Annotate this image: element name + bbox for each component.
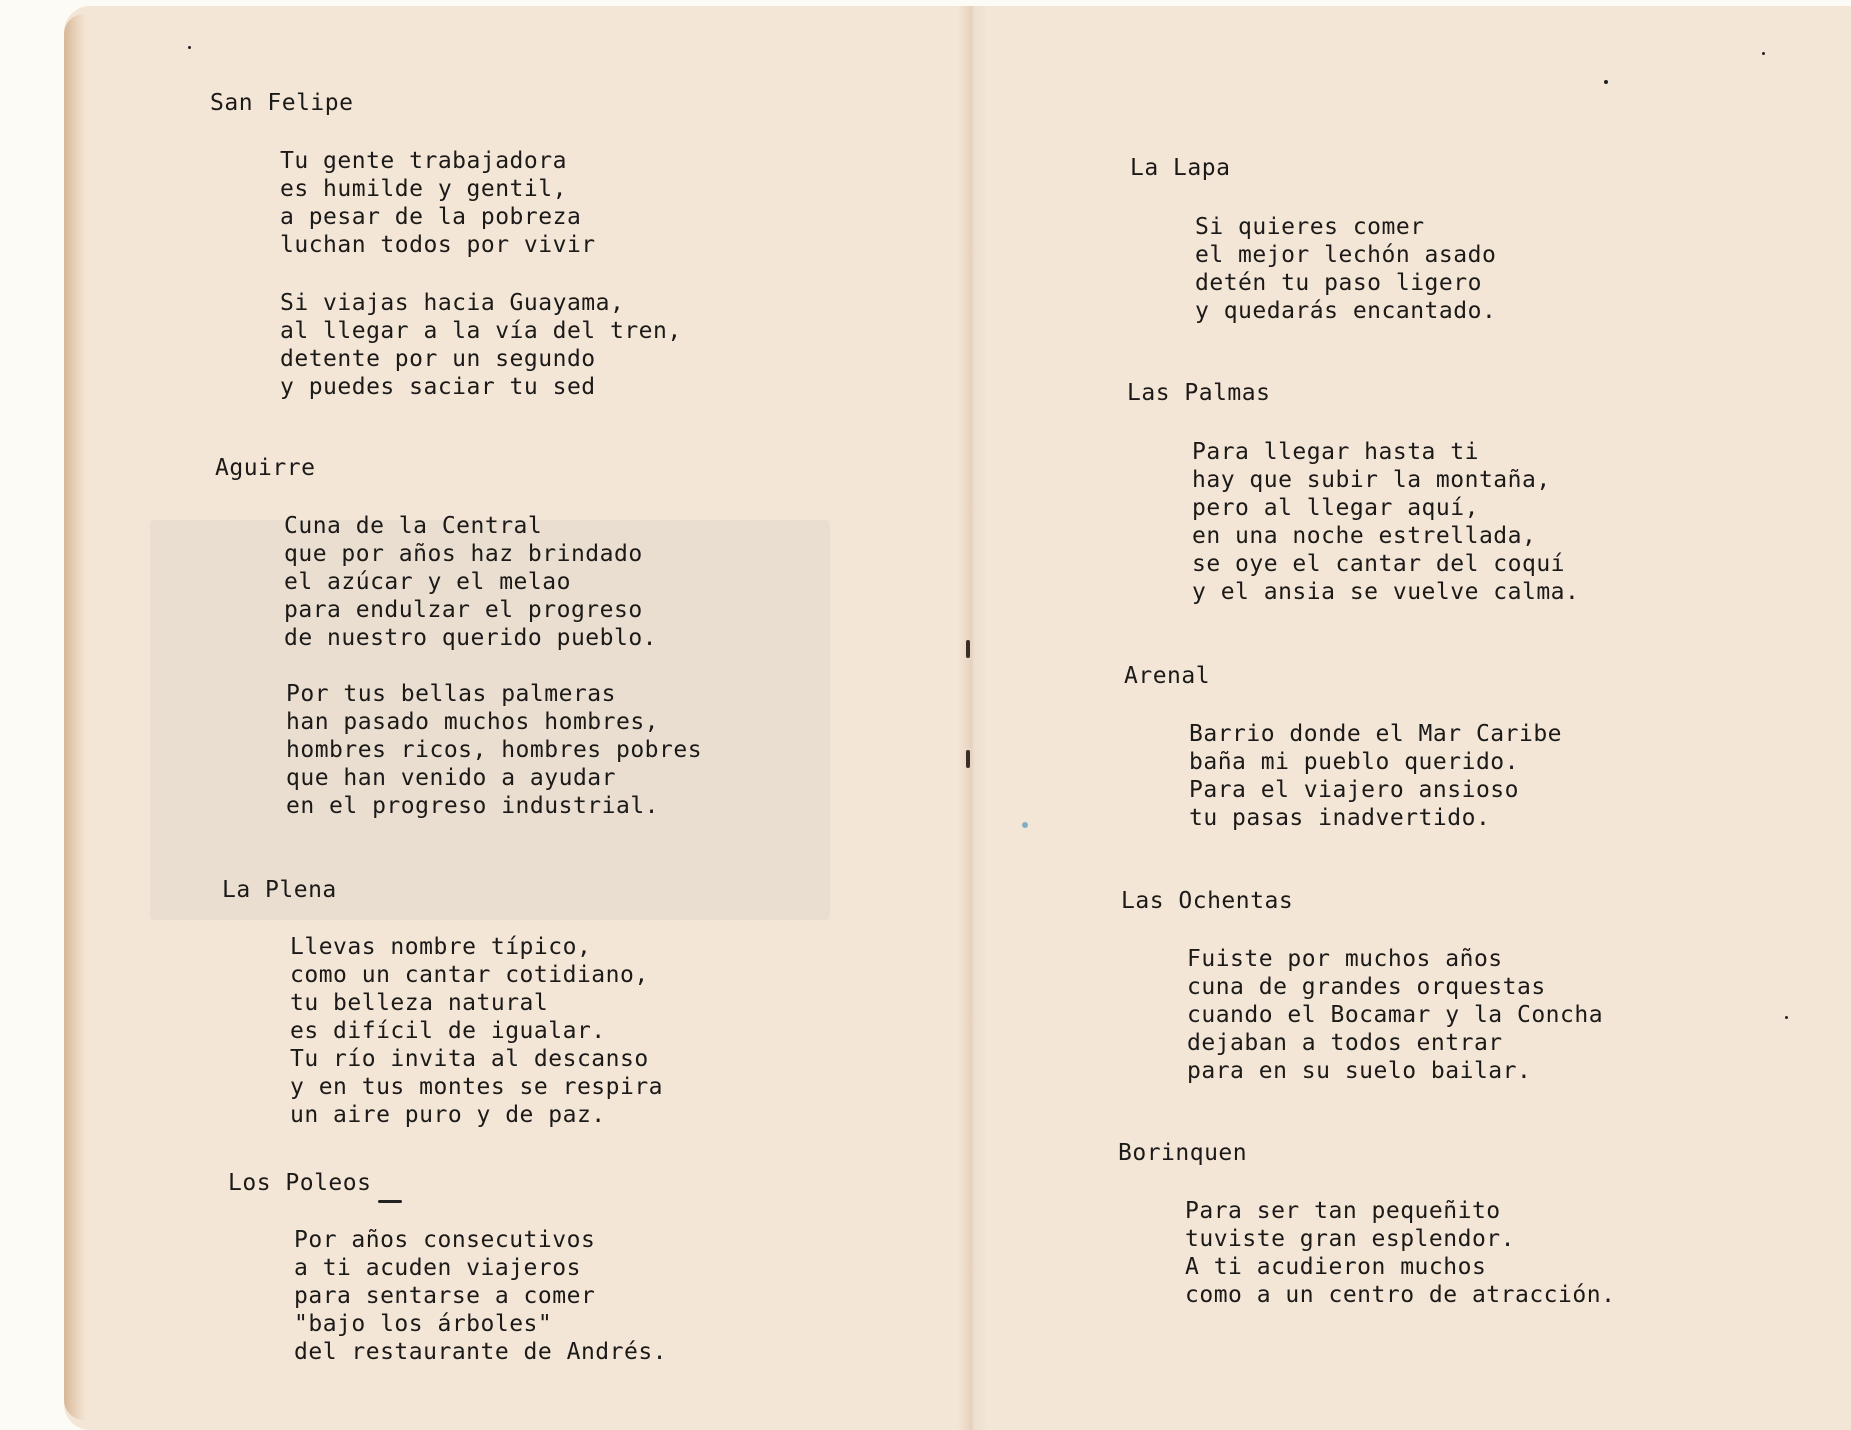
verse-line: para sentarse a comer bbox=[294, 1283, 596, 1309]
verse-line: y quedarás encantado. bbox=[1195, 298, 1497, 324]
section-title-borinquen: Borinquen bbox=[1118, 1140, 1248, 1166]
verse-line: dejaban a todos entrar bbox=[1187, 1030, 1503, 1056]
verse-line: Si viajas hacia Guayama, bbox=[280, 290, 625, 316]
verse-line: Si quieres comer bbox=[1195, 214, 1425, 240]
binding-staple bbox=[966, 750, 970, 768]
verse-line: que han venido a ayudar bbox=[286, 765, 616, 791]
verse-line: para en su suelo bailar. bbox=[1187, 1058, 1532, 1084]
section-title-los-poleos: Los Poleos bbox=[228, 1170, 372, 1196]
section-title-san-felipe: San Felipe bbox=[210, 90, 354, 116]
verse-line: y en tus montes se respira bbox=[290, 1074, 664, 1100]
section-title-las-palmas: Las Palmas bbox=[1127, 380, 1271, 406]
paper-speck bbox=[1785, 1016, 1788, 1019]
verse-line: y el ansia se vuelve calma. bbox=[1192, 579, 1580, 605]
section-title-la-lapa: La Lapa bbox=[1130, 155, 1231, 181]
verse-line: Llevas nombre típico, bbox=[290, 934, 592, 960]
stanza bbox=[284, 512, 657, 652]
section-title-las-ochentas: Las Ochentas bbox=[1121, 888, 1294, 914]
binding-staple bbox=[966, 640, 970, 658]
stanza bbox=[280, 289, 682, 401]
section-title-arenal: Arenal bbox=[1124, 663, 1211, 689]
verse-line: al llegar a la vía del tren, bbox=[280, 318, 682, 344]
verse-line: Para llegar hasta ti bbox=[1192, 439, 1479, 465]
verse-line: baña mi pueblo querido. bbox=[1189, 749, 1519, 775]
verse-line: como un cantar cotidiano, bbox=[290, 962, 649, 988]
verse-line: hombres ricos, hombres pobres bbox=[286, 737, 703, 763]
verse-line: han pasado muchos hombres, bbox=[286, 709, 660, 735]
verse-line: cuando el Bocamar y la Concha bbox=[1187, 1002, 1604, 1028]
verse-line: Para el viajero ansioso bbox=[1189, 777, 1519, 803]
stanza bbox=[286, 680, 702, 820]
verse-line: es difícil de igualar. bbox=[290, 1018, 606, 1044]
verse-line: para endulzar el progreso bbox=[284, 597, 643, 623]
paper-speck bbox=[1604, 80, 1608, 84]
verse-line: se oye el cantar del coquí bbox=[1192, 551, 1566, 577]
verse-line: y puedes saciar tu sed bbox=[280, 374, 596, 400]
verse-line: Tu río invita al descanso bbox=[290, 1046, 649, 1072]
stanza bbox=[1187, 945, 1603, 1085]
verse-line: en una noche estrellada, bbox=[1192, 523, 1537, 549]
verse-line: tu pasas inadvertido. bbox=[1189, 805, 1491, 831]
paper-speck bbox=[1762, 52, 1765, 55]
verse-line: luchan todos por vivir bbox=[280, 232, 596, 258]
stanza bbox=[290, 933, 663, 1129]
verse-line: detente por un segundo bbox=[280, 346, 596, 372]
verse-line: tu belleza natural bbox=[290, 990, 549, 1016]
verse-line: "bajo los árboles" bbox=[294, 1311, 553, 1337]
paper-speck bbox=[188, 46, 191, 49]
verse-line: como a un centro de atracción. bbox=[1185, 1282, 1616, 1308]
verse-line: Por tus bellas palmeras bbox=[286, 681, 616, 707]
stanza bbox=[1195, 213, 1496, 325]
stanza bbox=[294, 1226, 667, 1366]
stanza bbox=[1192, 438, 1579, 606]
verse-line: hay que subir la montaña, bbox=[1192, 467, 1551, 493]
verse-line: del restaurante de Andrés. bbox=[294, 1339, 668, 1365]
verse-line: pero al llegar aquí, bbox=[1192, 495, 1479, 521]
verse-line: un aire puro y de paz. bbox=[290, 1102, 606, 1128]
verse-line: Fuiste por muchos años bbox=[1187, 946, 1503, 972]
verse-line: en el progreso industrial. bbox=[286, 793, 660, 819]
section-title-la-plena: La Plena bbox=[222, 877, 337, 903]
section-title-aguirre: Aguirre bbox=[215, 455, 316, 481]
stanza bbox=[1189, 720, 1562, 832]
verse-line: a ti acuden viajeros bbox=[294, 1255, 581, 1281]
verse-line: Barrio donde el Mar Caribe bbox=[1189, 721, 1563, 747]
verse-line: Cuna de la Central bbox=[284, 513, 543, 539]
verse-line: tuviste gran esplendor. bbox=[1185, 1226, 1515, 1252]
verse-line: es humilde y gentil, bbox=[280, 176, 567, 202]
verse-line: Para ser tan pequeñito bbox=[1185, 1198, 1501, 1224]
paper-speck bbox=[1022, 822, 1028, 828]
stanza bbox=[1185, 1197, 1615, 1309]
verse-line: Por años consecutivos bbox=[294, 1227, 596, 1253]
book-gutter bbox=[958, 6, 988, 1430]
verse-line: detén tu paso ligero bbox=[1195, 270, 1482, 296]
verse-line: que por años haz brindado bbox=[284, 541, 643, 567]
verse-line: el mejor lechón asado bbox=[1195, 242, 1497, 268]
verse-line: de nuestro querido pueblo. bbox=[284, 625, 658, 651]
verse-line: A ti acudieron muchos bbox=[1185, 1254, 1487, 1280]
verse-line: cuna de grandes orquestas bbox=[1187, 974, 1546, 1000]
verse-line: a pesar de la pobreza bbox=[280, 204, 582, 230]
stanza bbox=[280, 147, 596, 259]
verse-line: el azúcar y el melao bbox=[284, 569, 571, 595]
verse-line: Tu gente trabajadora bbox=[280, 148, 567, 174]
ink-mark bbox=[378, 1200, 402, 1203]
book-edge bbox=[64, 14, 86, 1420]
